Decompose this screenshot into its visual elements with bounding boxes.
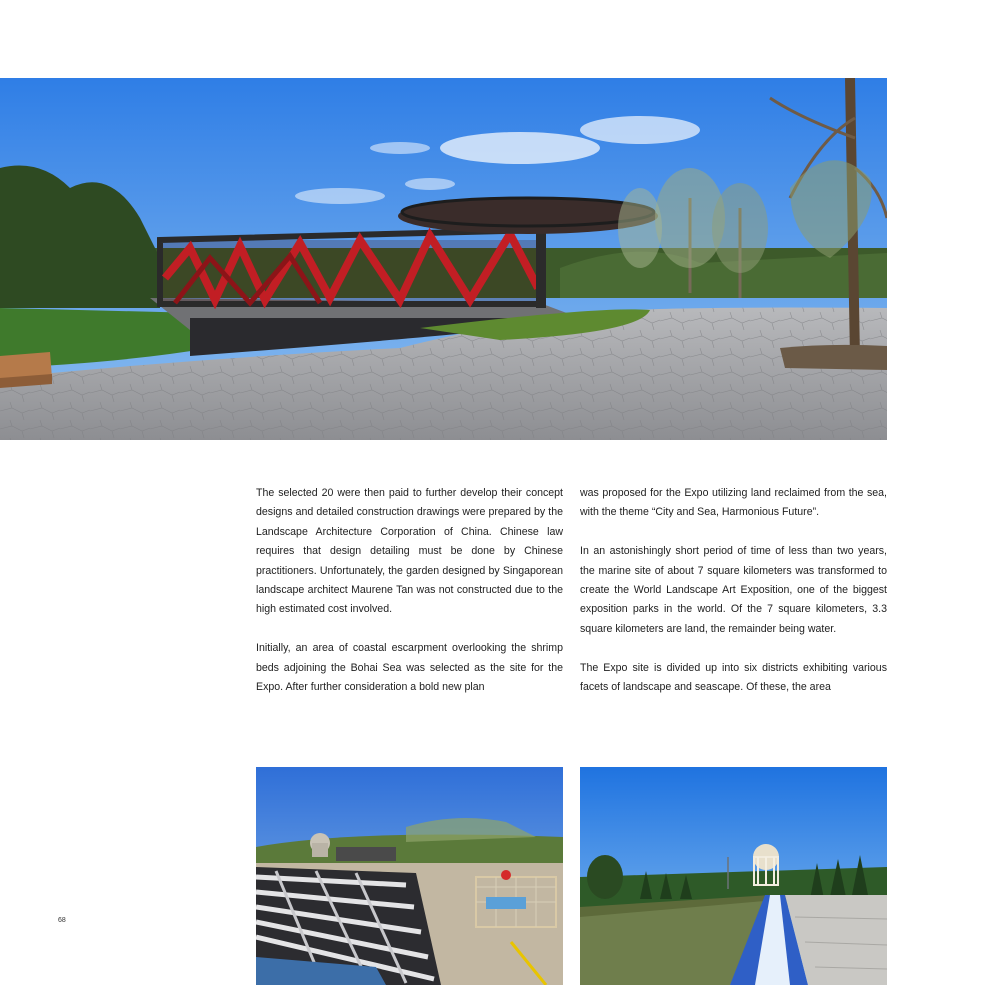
paragraph: The selected 20 were then paid to further develop their concept designs and detailed construction drawings were prepared by the Landscape Architecture Corporation of China. Chinese law requires that design detailing must be done by Chinese practitioners. Unfortunately, the garden designed by Singaporean landscape architect Maurene Tan was not constructed due to the high estimated cost involved. xyxy=(256,487,563,616)
text-column-right xyxy=(580,484,887,697)
reflecting-pool-photo xyxy=(580,767,887,985)
page-number: 68 xyxy=(58,917,66,924)
text-column-left xyxy=(256,484,563,697)
paragraph: was proposed for the Expo utilizing land reclaimed from the sea, with the theme “City and Sea, Harmonious Future”. xyxy=(580,487,887,519)
hero-photo xyxy=(0,78,887,440)
paragraph: Initially, an area of coastal escarpment overlooking the shrimp beds adjoining the Bohai Sea was selected as the site for the Expo. After further consideration a bold new plan xyxy=(256,642,563,694)
paragraph: The Expo site is divided up into six districts exhibiting various facets of landscape and seascape. Of these, the area xyxy=(580,661,887,694)
terraced-playground-photo xyxy=(256,767,563,985)
paragraph: In an astonishingly short period of time of less than two years, the marine site of about 7 square kilometers was transformed to create the World Landscape Art Exposition, one of the biggest exposition parks in the world. Of the 7 square kilometers, 3.3 square kilometers are land, the remainder being water. xyxy=(580,545,887,635)
